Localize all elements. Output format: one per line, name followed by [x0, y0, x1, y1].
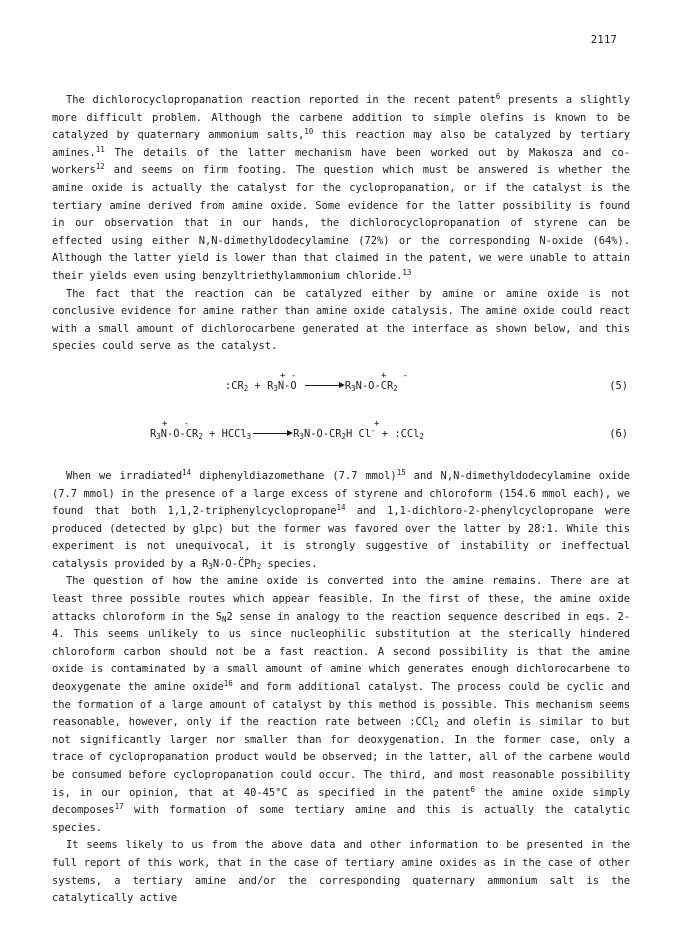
- subscript: N: [222, 614, 227, 624]
- page-number: 2117: [590, 34, 617, 46]
- citation-ref: 11: [95, 144, 105, 154]
- subscript: 2: [393, 383, 398, 393]
- text-run: N-O-C̈Ph: [212, 557, 257, 570]
- text-run: and olefin is similar to but not significantly larger nor smaller than for deoxygenation. In the former case, only a trace of cyclopropanation product would be observed; in the latter, all of the carbene would be consumed before cyclopropanation could occur. The third, and most reasonable possibility is, in our opinion, that at 40-45°C as specified in the patent: [52, 716, 630, 799]
- paragraph-conversion-routes: [52, 573, 630, 837]
- text-run: diphenyldiazomethane (7.7 mmol): [191, 469, 397, 482]
- charge-marks: +: [374, 418, 380, 429]
- text-run: species.: [261, 557, 318, 570]
- reactant: R: [150, 427, 157, 440]
- equation-6-formula: [150, 426, 424, 444]
- text-run: presents a slightly more difficult problem. Although the carbene addition to simple olefins is known to be catalyzed by quaternary ammonium salts,: [52, 94, 630, 142]
- subscript: 2: [341, 431, 346, 441]
- subscript: 3: [156, 431, 161, 441]
- subscript: 2: [243, 383, 249, 393]
- product: N-O-CR: [303, 427, 342, 440]
- reaction-arrow: [305, 385, 343, 386]
- product: R: [293, 427, 300, 440]
- reactant: + HCCl: [202, 427, 247, 440]
- charge-marks: + -: [162, 418, 190, 429]
- text-run: 2 sense in analogy to the reaction sequence described in eqs. 2-4. This seems unlikely to us since nucleophilic substitution at the sterically hindered chloroform carbon should not be a fast reaction. A second possibility is that the amine oxide is contaminated by a small amount of amine which generates enough dichlorocarbene to deoxygenate the amine oxide: [52, 610, 630, 694]
- product: + :CCl: [375, 427, 420, 440]
- citation-ref: 13: [402, 267, 412, 277]
- reaction-arrow: [253, 433, 291, 434]
- reactant: :CR: [225, 379, 244, 392]
- citation-ref: 14: [182, 467, 192, 477]
- text-run: the amine oxide simply decomposes: [52, 786, 630, 817]
- subscript: 2: [434, 720, 439, 730]
- paragraph-conclusion: It seems likely to us from the above data and other information to be presented in the full report of this work, that in the case of tertiary amine oxides as in the case of other systems, a tertiary amine and/or the corresponding quaternary ammonium salt is the catalytically active: [52, 839, 630, 905]
- article-body: [52, 92, 630, 908]
- equation-block: [52, 364, 630, 464]
- citation-ref: 6: [495, 92, 501, 101]
- paragraph-irradiation-experiment: [52, 468, 630, 574]
- equation-number: (6): [609, 427, 628, 440]
- product: R: [344, 379, 352, 392]
- superscript: -: [371, 425, 376, 435]
- text-run: The question of how the amine oxide is converted into the amine remains. There are at least three possible routes which appear feasible. In the first of these, the amine oxide attacks chloroform in the S: [52, 575, 630, 623]
- subscript: 3: [273, 383, 278, 393]
- text-run: and N,N-dimethyldodecylamine oxide (7.7 mmol) in the presence of a large excess of styrene and chloroform (154.6 mmol each), we found that both 1,1,2-triphenylcyclopropane: [52, 469, 631, 518]
- citation-ref: 16: [223, 679, 233, 689]
- text-run: with formation of some tertiary amine and this is actually the catalytic species.: [52, 804, 630, 834]
- text-run: this reaction may also be catalyzed by tertiary amines.: [52, 129, 630, 159]
- text-run: The details of the latter mechanism have been worked out by Makosza and co-workers: [52, 146, 630, 177]
- product: N-O-CR: [355, 379, 394, 392]
- text-run: and seems on firm footing. The question which must be answered is whether the amine oxide is actually the catalyst for the cyclopropanation, or if the catalyst is the tertiary amine derived from amine oxide. Some evidence for the latter possibility is found in our observation that in our hands, the dichlorocyclopropanation of styrene can be effected using either N,N-dimethyldodecylamine (72%) or the corresponding N-oxide (64%). Although the latter yield is lower than that claimed in the patent, we were unable to attain their yields even using benzyltriethylammonium chloride.: [52, 164, 630, 282]
- reactant: N-O: [277, 379, 297, 392]
- subscript: 3: [208, 561, 213, 571]
- reactant: N-O-CR: [160, 427, 199, 440]
- citation-ref: 6: [470, 784, 475, 794]
- equation-5-formula: [225, 378, 398, 396]
- citation-ref: 15: [396, 467, 406, 477]
- citation-ref: 10: [304, 127, 314, 137]
- citation-ref: 12: [95, 162, 105, 172]
- paragraph-catalysis: The fact that the reaction can be catalyzed either by amine or amine oxide is not conclusive evidence for amine rather than amine oxide catalysis. The amine oxide could react with a small amount of dichlorocarbene generated at the interface as shown below, and this species could serve as the catalyst.: [52, 287, 630, 353]
- subscript: 3: [299, 431, 304, 441]
- equation-5: [52, 368, 630, 398]
- charge-marks: + -: [381, 370, 409, 381]
- citation-ref: 14: [336, 503, 346, 513]
- subscript: 3: [351, 383, 356, 393]
- text-run: The dichlorocyclopropanation reaction reported in the recent patent: [66, 94, 496, 106]
- charge-marks: + -: [280, 370, 297, 381]
- citation-ref: 17: [114, 802, 124, 812]
- equation-6: [52, 416, 630, 446]
- subscript: 2: [419, 431, 424, 441]
- subscript: 2: [198, 431, 203, 441]
- equation-number: (5): [609, 379, 628, 392]
- subscript: 2: [256, 561, 262, 571]
- text-run: and form additional catalyst. The process could be cyclic and the formation of a large amount of catalyst by this method is possible. This mechanism seems reasonable, however, only if the reaction rate between :CCl: [52, 681, 631, 729]
- paragraph-dichlorocyclopropanation: [52, 92, 630, 286]
- product: H Cl: [346, 427, 372, 440]
- text-run: When we irradiated: [66, 469, 183, 482]
- reactant: + R: [248, 379, 274, 392]
- subscript: 3: [246, 431, 252, 441]
- text-run: and 1,1-dichloro-2-phenylcyclopropane were produced (detected by glpc) but the former was favored over the latter by 28:1. While this experiment is not unequivocal, it is strongly suggestive of instability or ineffectual catalysis provided by a R: [52, 505, 630, 570]
